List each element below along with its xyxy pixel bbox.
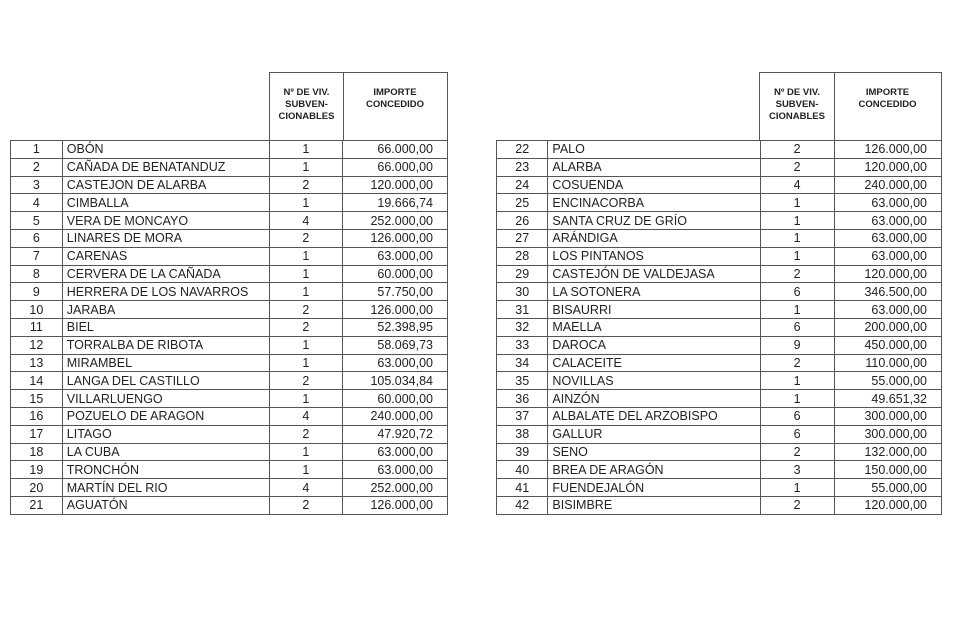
amount-granted: 300.000,00 [834,425,942,443]
table-row [497,390,942,408]
table-row [11,336,448,354]
dwellings-count: 1 [269,354,343,372]
row-number: 27 [497,229,548,247]
dwellings-count: 4 [269,212,343,230]
dwellings-count: 2 [760,141,834,159]
amount-granted: 240.000,00 [343,407,448,425]
table-row [497,176,942,194]
row-number: 11 [11,318,63,336]
row-number: 13 [11,354,63,372]
dwellings-count: 6 [760,407,834,425]
table-row [497,158,942,176]
amount-granted: 60.000,00 [343,265,448,283]
row-number: 6 [11,229,63,247]
dwellings-count: 2 [760,443,834,461]
municipality-name: AINZÓN [548,390,760,408]
amount-granted: 63.000,00 [834,229,942,247]
table-row [497,372,942,390]
row-number: 37 [497,407,548,425]
municipality-name: VERA DE MONCAYO [62,212,269,230]
row-number: 34 [497,354,548,372]
row-number: 41 [497,479,548,497]
table-row [11,390,448,408]
amount-granted: 49.651,32 [834,390,942,408]
municipality-name: ENCINACORBA [548,194,760,212]
table-row [497,265,942,283]
amount-granted: 120.000,00 [834,496,942,514]
amount-granted: 346.500,00 [834,283,942,301]
dwellings-count: 2 [760,158,834,176]
municipality-name: TORRALBA DE RIBOTA [62,336,269,354]
row-number: 8 [11,265,63,283]
amount-granted: 300.000,00 [834,407,942,425]
dwellings-count: 6 [760,425,834,443]
table-row [497,212,942,230]
municipality-name: COSUENDA [548,176,760,194]
row-number: 5 [11,212,63,230]
row-number: 16 [11,407,63,425]
amount-granted: 66.000,00 [343,158,448,176]
table-row [11,141,448,159]
table-row [11,318,448,336]
row-number: 39 [497,443,548,461]
row-number: 23 [497,158,548,176]
amount-granted: 252.000,00 [343,479,448,497]
table-row [11,407,448,425]
table-row [11,372,448,390]
amount-granted: 200.000,00 [834,318,942,336]
dwellings-count: 2 [269,425,343,443]
importe-header-right [834,72,942,140]
municipality-name: OBÓN [62,141,269,159]
dwellings-count: 1 [269,247,343,265]
table-row [497,301,942,319]
amount-granted: 120.000,00 [343,176,448,194]
viv-header-label: Nº DE VIV. SUBVEN- CIONABLES [278,87,335,122]
municipality-name: ARÁNDIGA [548,229,760,247]
row-number: 31 [497,301,548,319]
viv-header-label-right: Nº DE VIV. SUBVEN- CIONABLES [769,87,825,122]
municipality-name: CIMBALLA [62,194,269,212]
municipality-name: CASTEJÓN DE VALDEJASA [548,265,760,283]
amount-granted: 63.000,00 [343,354,448,372]
table-row [497,425,942,443]
row-number: 28 [497,247,548,265]
amount-granted: 55.000,00 [834,479,942,497]
municipality-name: LA CUBA [62,443,269,461]
dwellings-count: 2 [269,229,343,247]
viv-header [269,72,344,140]
table-row [11,301,448,319]
table-row [497,318,942,336]
viv-header-right [759,72,835,140]
table-row [11,194,448,212]
dwellings-count: 1 [760,479,834,497]
row-number: 9 [11,283,63,301]
row-number: 42 [497,496,548,514]
row-number: 33 [497,336,548,354]
table-row [497,443,942,461]
municipality-name: BISIMBRE [548,496,760,514]
amount-granted: 126.000,00 [343,301,448,319]
amount-granted: 63.000,00 [834,247,942,265]
amount-granted: 63.000,00 [343,443,448,461]
table-row [11,176,448,194]
row-number: 20 [11,479,63,497]
dwellings-count: 2 [269,496,343,514]
table-row [11,247,448,265]
row-number: 4 [11,194,63,212]
dwellings-count: 1 [760,390,834,408]
municipality-name: LITAGO [62,425,269,443]
amount-granted: 105.034,84 [343,372,448,390]
municipality-name: PALO [548,141,760,159]
amount-granted: 63.000,00 [343,247,448,265]
table-row [497,496,942,514]
row-number: 19 [11,461,63,479]
row-number: 18 [11,443,63,461]
table-row [11,425,448,443]
table-row [11,479,448,497]
dwellings-count: 1 [269,158,343,176]
importe-header-label: IMPORTE CONCEDIDO [365,87,425,110]
row-number: 3 [11,176,63,194]
dwellings-count: 9 [760,336,834,354]
row-number: 15 [11,390,63,408]
row-number: 38 [497,425,548,443]
municipality-name: DAROCA [548,336,760,354]
municipality-name: LINARES DE MORA [62,229,269,247]
municipality-name: BIEL [62,318,269,336]
row-number: 36 [497,390,548,408]
table-row [497,407,942,425]
amount-granted: 132.000,00 [834,443,942,461]
municipality-name: BISAURRI [548,301,760,319]
dwellings-count: 2 [760,354,834,372]
dwellings-count: 1 [760,247,834,265]
dwellings-count: 3 [760,461,834,479]
dwellings-count: 1 [269,390,343,408]
amount-granted: 63.000,00 [834,212,942,230]
table-row [497,461,942,479]
left-table-body [10,140,448,515]
amount-granted: 19.666,74 [343,194,448,212]
municipality-name: MARTÍN DEL RIO [62,479,269,497]
municipality-name: AGUATÓN [62,496,269,514]
municipality-name: LOS PINTANOS [548,247,760,265]
row-number: 17 [11,425,63,443]
row-number: 14 [11,372,63,390]
row-number: 24 [497,176,548,194]
importe-header [343,72,448,140]
amount-granted: 47.920,72 [343,425,448,443]
municipality-name: BREA DE ARAGÓN [548,461,760,479]
table-row [11,283,448,301]
row-number: 2 [11,158,63,176]
table-row [497,247,942,265]
municipality-name: SANTA CRUZ DE GRÍO [548,212,760,230]
table-row [497,194,942,212]
table-row [11,443,448,461]
municipality-name: CASTEJON DE ALARBA [62,176,269,194]
dwellings-count: 1 [760,229,834,247]
municipality-name: TRONCHÓN [62,461,269,479]
amount-granted: 252.000,00 [343,212,448,230]
dwellings-count: 2 [269,176,343,194]
dwellings-count: 1 [760,212,834,230]
municipality-name: POZUELO DE ARAGON [62,407,269,425]
row-number: 1 [11,141,63,159]
municipality-name: CALACEITE [548,354,760,372]
row-number: 29 [497,265,548,283]
dwellings-count: 4 [269,407,343,425]
dwellings-count: 2 [269,372,343,390]
municipality-name: MIRAMBEL [62,354,269,372]
amount-granted: 450.000,00 [834,336,942,354]
amount-granted: 63.000,00 [834,301,942,319]
row-number: 30 [497,283,548,301]
row-number: 7 [11,247,63,265]
amount-granted: 55.000,00 [834,372,942,390]
amount-granted: 126.000,00 [834,141,942,159]
municipality-name: FUENDEJALÓN [548,479,760,497]
table-row [11,212,448,230]
amount-granted: 110.000,00 [834,354,942,372]
municipality-name: GALLUR [548,425,760,443]
dwellings-count: 2 [269,301,343,319]
dwellings-count: 2 [760,496,834,514]
table-row [11,229,448,247]
row-number: 40 [497,461,548,479]
dwellings-count: 1 [269,336,343,354]
municipality-name: ALBALATE DEL ARZOBISPO [548,407,760,425]
municipality-name: VILLARLUENGO [62,390,269,408]
amount-granted: 58.069,73 [343,336,448,354]
row-number: 10 [11,301,63,319]
dwellings-count: 1 [760,194,834,212]
row-number: 22 [497,141,548,159]
municipality-name: LA SOTONERA [548,283,760,301]
dwellings-count: 1 [269,265,343,283]
dwellings-count: 1 [760,372,834,390]
municipality-name: ALARBA [548,158,760,176]
table-row [11,461,448,479]
dwellings-count: 1 [760,301,834,319]
table-row [497,141,942,159]
amount-granted: 150.000,00 [834,461,942,479]
municipality-name: NOVILLAS [548,372,760,390]
table-row [497,479,942,497]
dwellings-count: 2 [269,318,343,336]
amount-granted: 240.000,00 [834,176,942,194]
municipality-name: JARABA [62,301,269,319]
dwellings-count: 1 [269,141,343,159]
dwellings-count: 1 [269,461,343,479]
municipality-name: CAÑADA DE BENATANDUZ [62,158,269,176]
municipality-name: SENO [548,443,760,461]
amount-granted: 120.000,00 [834,265,942,283]
table-row [497,336,942,354]
municipality-name: LANGA DEL CASTILLO [62,372,269,390]
amount-granted: 57.750,00 [343,283,448,301]
amount-granted: 60.000,00 [343,390,448,408]
dwellings-count: 6 [760,283,834,301]
amount-granted: 120.000,00 [834,158,942,176]
dwellings-count: 1 [269,283,343,301]
table-row [11,158,448,176]
amount-granted: 126.000,00 [343,496,448,514]
right-table-body [496,140,942,515]
municipality-name: MAELLA [548,318,760,336]
row-number: 26 [497,212,548,230]
dwellings-count: 4 [269,479,343,497]
amount-granted: 66.000,00 [343,141,448,159]
row-number: 12 [11,336,63,354]
row-number: 32 [497,318,548,336]
row-number: 21 [11,496,63,514]
dwellings-count: 6 [760,318,834,336]
dwellings-count: 1 [269,443,343,461]
municipality-name: HERRERA DE LOS NAVARROS [62,283,269,301]
amount-granted: 126.000,00 [343,229,448,247]
amount-granted: 63.000,00 [834,194,942,212]
municipality-name: CARENAS [62,247,269,265]
dwellings-count: 2 [760,265,834,283]
table-row [11,496,448,514]
importe-header-label-right: IMPORTE CONCEDIDO [858,87,917,110]
table-row [497,283,942,301]
table-row [497,229,942,247]
table-row [497,354,942,372]
amount-granted: 63.000,00 [343,461,448,479]
row-number: 25 [497,194,548,212]
municipality-name: CERVERA DE LA CAÑADA [62,265,269,283]
table-row [11,265,448,283]
amount-granted: 52.398,95 [343,318,448,336]
table-row [11,354,448,372]
row-number: 35 [497,372,548,390]
dwellings-count: 4 [760,176,834,194]
dwellings-count: 1 [269,194,343,212]
